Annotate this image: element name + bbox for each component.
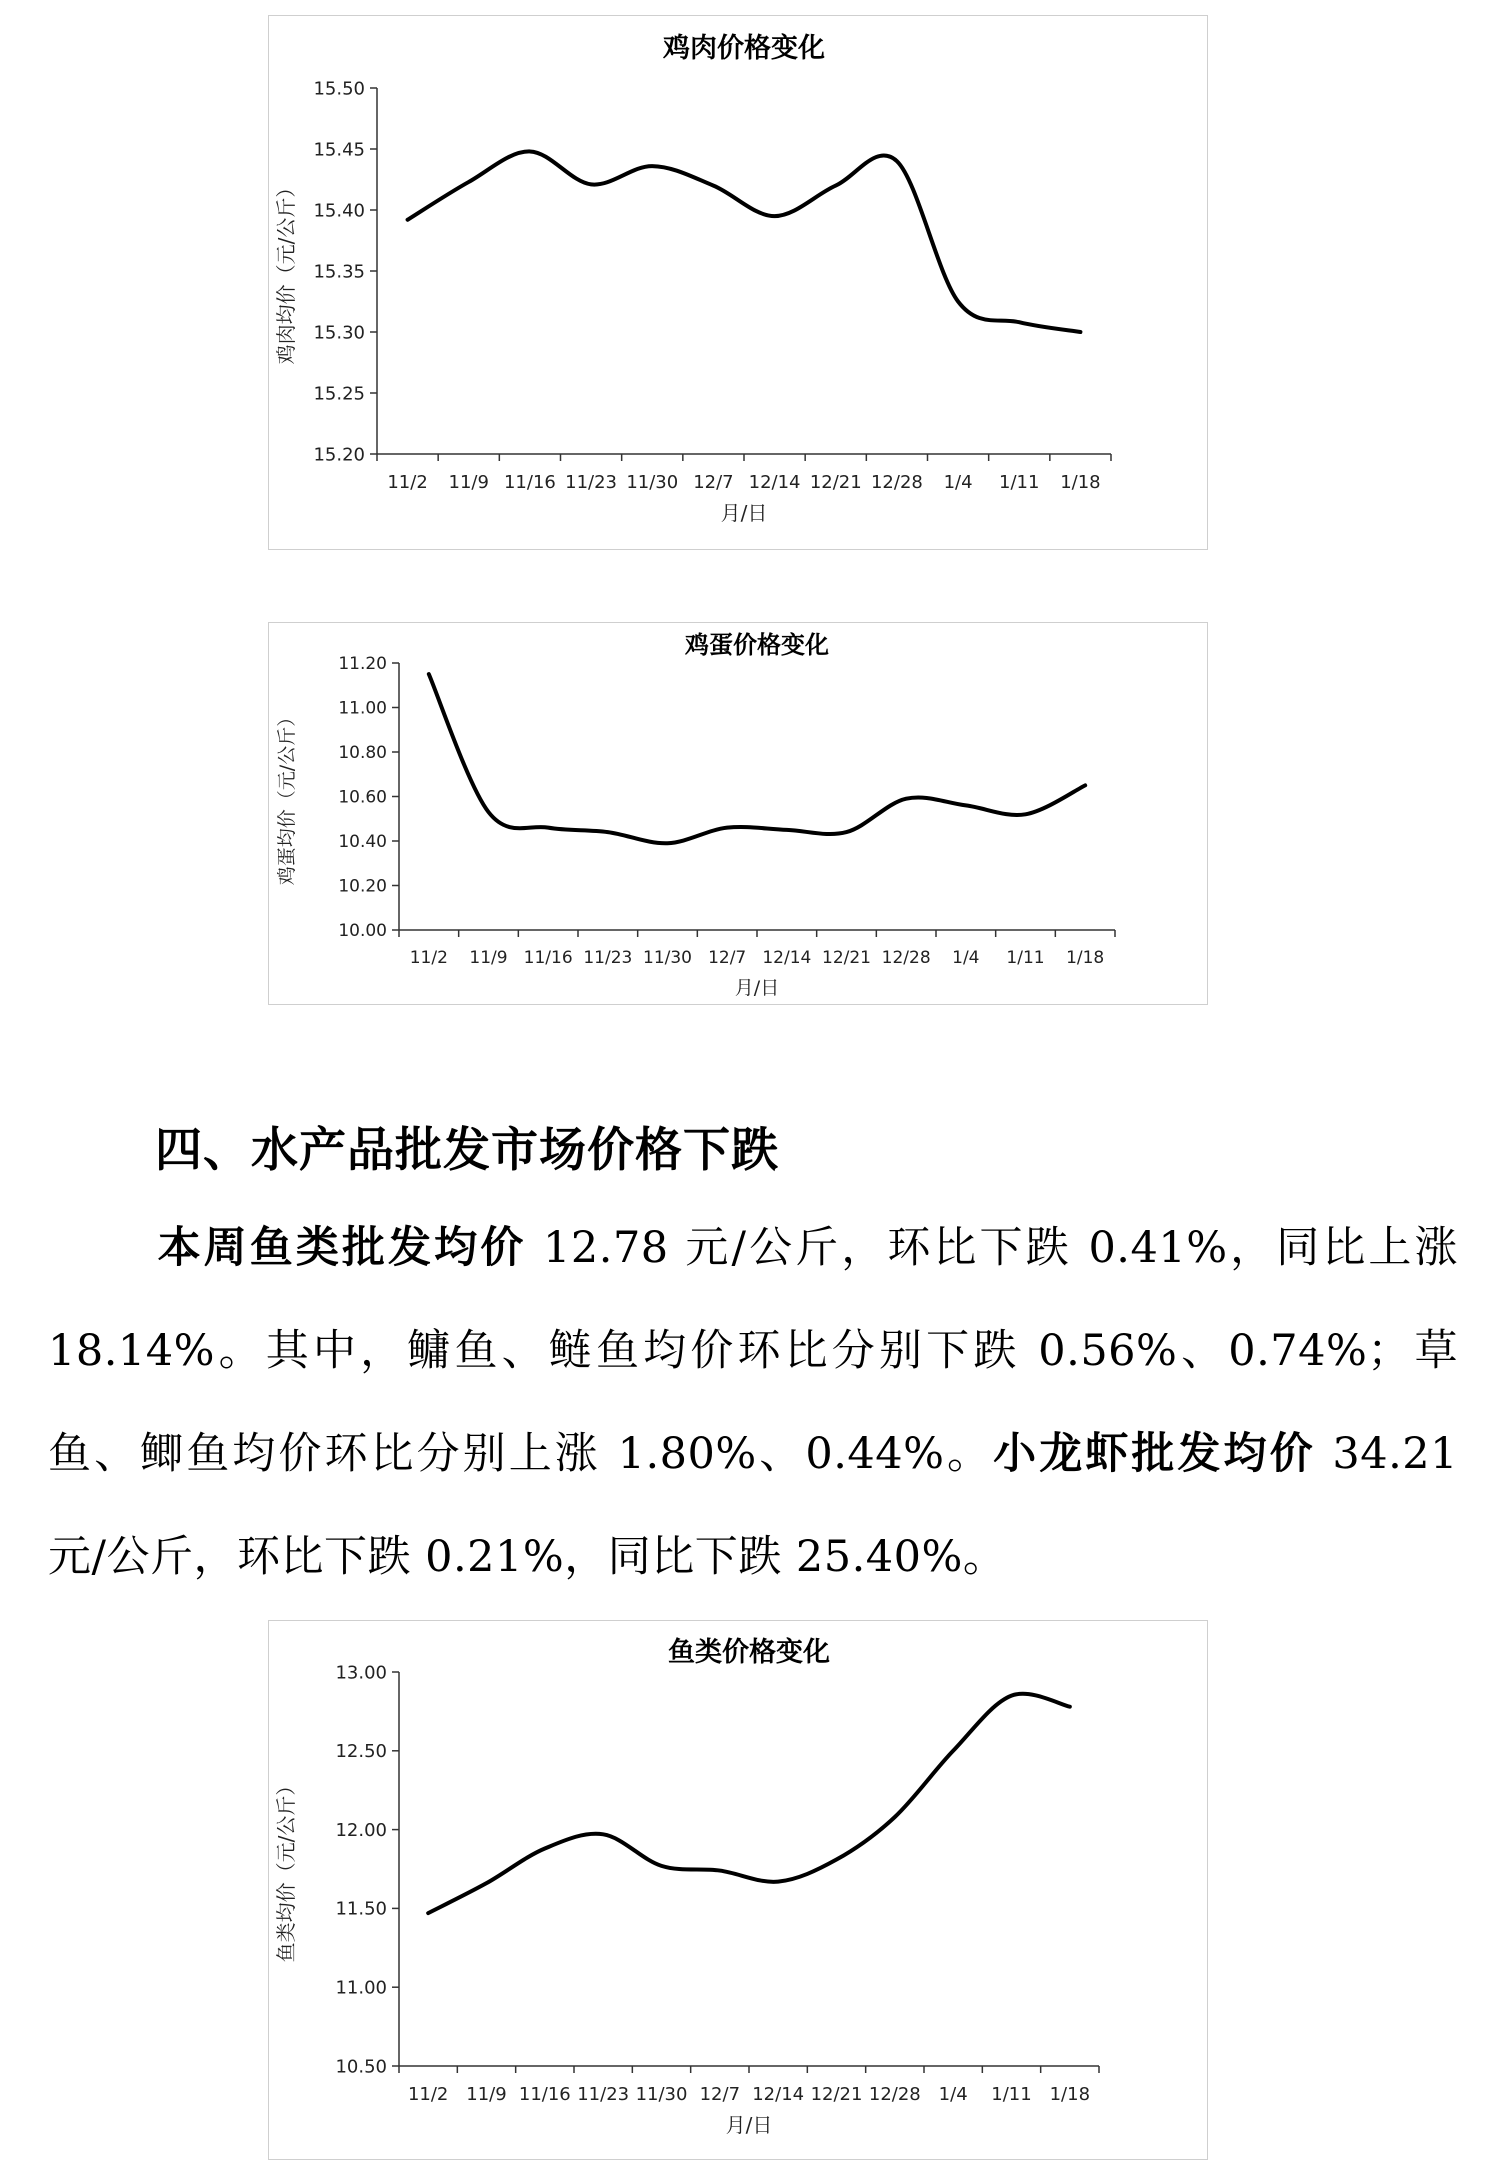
x-tick-label: 1/11 — [999, 472, 1040, 493]
y-tick-label: 11.20 — [338, 653, 387, 674]
x-tick-label: 11/23 — [565, 472, 618, 493]
y-axis-label: 鸡蛋均价（元/公斤） — [276, 707, 298, 886]
y-axis-label: 鸡肉均价（元/公斤） — [274, 177, 298, 365]
chicken-price-chart — [268, 15, 1208, 550]
y-tick-label: 12.50 — [335, 1741, 387, 1763]
x-tick-label: 11/2 — [407, 2084, 449, 2105]
x-tick-label: 12/14 — [762, 948, 812, 968]
y-tick-label: 11.00 — [338, 698, 387, 719]
x-tick-label: 1/18 — [1066, 948, 1105, 968]
y-tick-label: 15.30 — [313, 322, 365, 344]
y-tick-label: 10.80 — [338, 742, 387, 763]
x-tick-label: 12/28 — [868, 2084, 921, 2105]
price-series-line — [428, 1694, 1070, 1913]
y-tick-label: 11.50 — [335, 1898, 387, 1920]
x-tick-label: 11/2 — [409, 948, 448, 968]
x-tick-label: 11/9 — [469, 948, 508, 968]
x-tick-label: 1/4 — [938, 2084, 968, 2105]
price-series-line — [429, 674, 1085, 843]
fish-price-chart — [268, 1620, 1208, 2160]
y-tick-label: 15.40 — [313, 200, 365, 222]
fish-chart-svg — [269, 1621, 1207, 2159]
y-tick-label: 15.50 — [313, 78, 365, 100]
x-tick-label: 12/7 — [708, 948, 747, 968]
chicken-chart-svg — [269, 16, 1207, 549]
shrimp-price-label: 小龙虾批发均价 — [993, 1429, 1316, 1479]
x-axis-label: 月/日 — [720, 501, 768, 525]
y-tick-label: 15.35 — [313, 261, 365, 283]
section-heading: 四、水产品批发市场价格下跌 — [155, 1123, 779, 1178]
y-tick-label: 10.50 — [335, 2056, 387, 2078]
price-series-line — [408, 151, 1081, 332]
x-axis-label: 月/日 — [725, 2113, 773, 2137]
x-tick-label: 1/11 — [1006, 948, 1045, 968]
y-tick-label: 10.20 — [338, 876, 387, 897]
x-tick-label: 11/23 — [583, 948, 633, 968]
egg-price-chart — [268, 622, 1208, 1005]
x-tick-label: 11/16 — [523, 948, 573, 968]
x-tick-label: 12/21 — [810, 2084, 863, 2105]
x-tick-label: 12/28 — [870, 472, 923, 493]
x-tick-label: 12/7 — [699, 2084, 741, 2105]
fish-price-text: 12.78 元/公斤，环比下跌 0.41%，同比上涨 18.14%。其中，鳙鱼、鲢鱼均价环比分别下跌 0.56%、0.74%；草鱼、鲫鱼均价环比分别上涨 1.80%、0.44%。 — [48, 1223, 1458, 1479]
x-tick-label: 11/30 — [643, 948, 692, 968]
fish-price-label: 本周鱼类批发均价 — [155, 1223, 527, 1273]
x-tick-label: 12/7 — [693, 472, 734, 493]
x-tick-label: 1/18 — [1049, 2084, 1091, 2105]
y-tick-label: 12.00 — [335, 1819, 387, 1841]
x-tick-label: 12/14 — [752, 2084, 805, 2105]
x-tick-label: 11/16 — [518, 2084, 571, 2105]
x-tick-label: 11/23 — [577, 2084, 630, 2105]
y-tick-label: 13.00 — [335, 1662, 387, 1684]
chart-title: 鱼类价格变化 — [668, 1637, 830, 1668]
y-tick-label: 10.00 — [338, 920, 387, 941]
y-tick-label: 10.40 — [338, 831, 387, 852]
egg-chart-svg — [269, 623, 1207, 1004]
x-tick-label: 12/21 — [809, 472, 862, 493]
x-tick-label: 11/9 — [466, 2084, 507, 2105]
x-tick-label: 1/4 — [943, 472, 973, 493]
x-tick-label: 11/30 — [635, 2084, 688, 2105]
y-axis-label: 鱼类均价（元/公斤） — [274, 1775, 298, 1963]
y-tick-label: 15.20 — [313, 444, 365, 466]
shrimp-price-text: 34.21 元/公斤，环比下跌 0.21%，同比下跌 25.40%。 — [48, 1429, 1458, 1582]
y-tick-label: 15.45 — [313, 139, 365, 161]
section-paragraph — [48, 1197, 1458, 1609]
x-tick-label: 11/30 — [626, 472, 679, 493]
x-tick-label: 11/2 — [387, 472, 428, 493]
x-tick-label: 1/4 — [952, 948, 980, 968]
x-tick-label: 12/14 — [748, 472, 801, 493]
chart-title: 鸡肉价格变化 — [663, 33, 825, 64]
x-tick-label: 12/28 — [881, 948, 931, 968]
y-tick-label: 11.00 — [335, 1977, 387, 1999]
y-tick-label: 15.25 — [313, 383, 365, 405]
x-tick-label: 1/11 — [991, 2084, 1032, 2105]
x-tick-label: 11/9 — [448, 472, 489, 493]
y-tick-label: 10.60 — [338, 787, 387, 808]
aquatic-products-section — [48, 1105, 1458, 1609]
x-axis-label: 月/日 — [734, 977, 780, 999]
x-tick-label: 11/16 — [503, 472, 556, 493]
x-tick-label: 12/21 — [822, 948, 871, 968]
chart-title: 鸡蛋价格变化 — [685, 631, 829, 659]
x-tick-label: 1/18 — [1060, 472, 1101, 493]
